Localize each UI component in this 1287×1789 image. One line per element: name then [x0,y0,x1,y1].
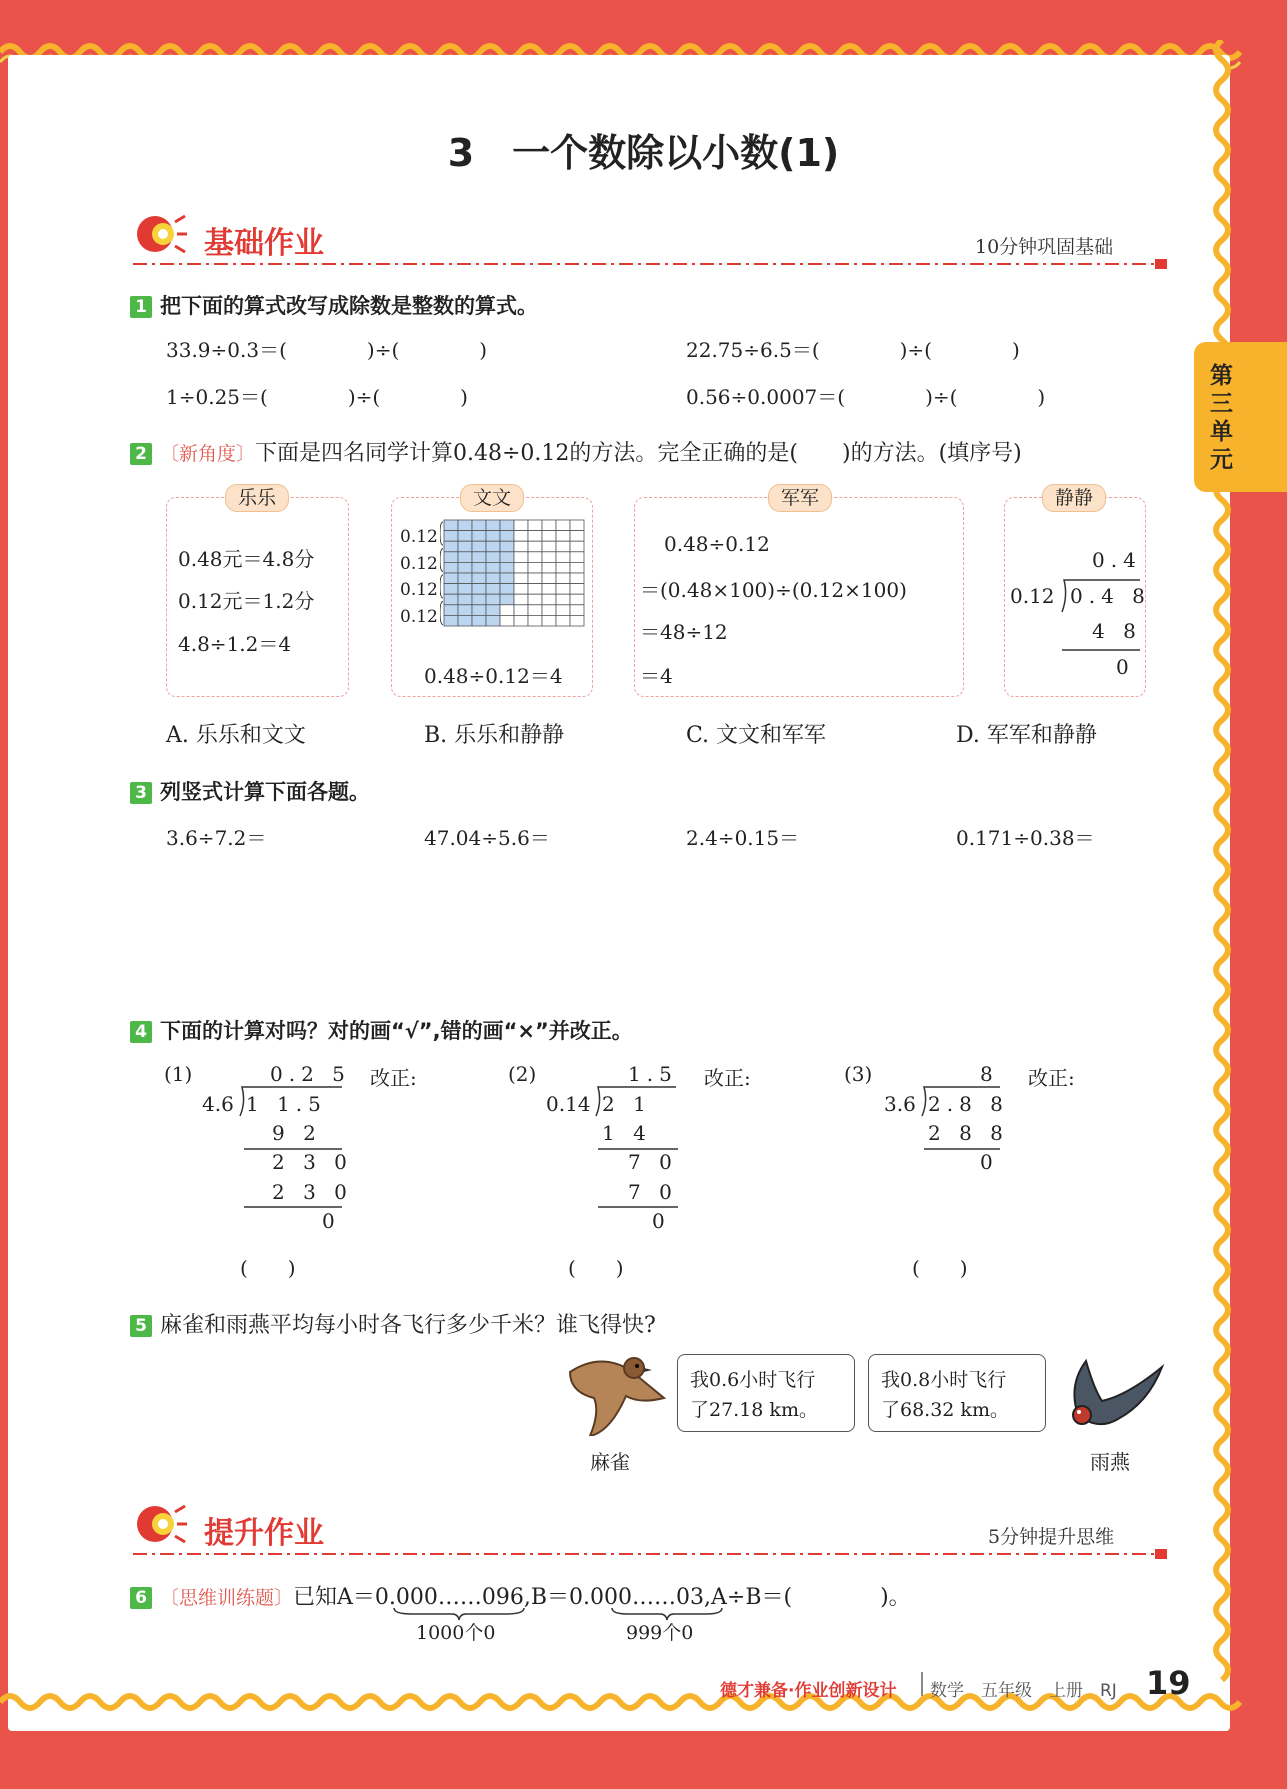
grid-cell [542,520,556,531]
jingjing-dividend: 0.4 8 [1070,584,1151,608]
grid-cell-shaded [500,584,514,595]
grid-cell [556,615,570,626]
grid-cell [556,520,570,531]
grid-cell-shaded [486,584,500,595]
q3-prompt: 3 列竖式计算下面各题。 [130,776,370,806]
q4-p1-label: (1) [164,1062,193,1086]
grid-cell [514,615,528,626]
grid-cell-shaded [444,573,458,584]
grid-cell [528,552,542,563]
footer-series: 德才兼备·作业创新设计 [720,1681,897,1701]
grid-cell [514,552,528,563]
grid-cell [570,605,584,616]
q2-option-c[interactable]: C. 文文和军军 [686,723,827,748]
q4-p2-fix: 改正: [704,1066,751,1090]
grid-cell-shaded [458,520,472,531]
section-divider [133,1546,1173,1562]
q5-prompt: 5 麻雀和雨燕平均每小时各飞行多少千米？谁飞得快? [130,1308,656,1339]
grid-cell [556,552,570,563]
q4-p2-answer[interactable]: ( ) [568,1256,624,1280]
group-brace [440,575,443,598]
jingjing-name: 静静 [1042,484,1106,512]
grid-cell [556,531,570,542]
grid-cell [528,584,542,595]
grid-cell-shaded [486,531,500,542]
sparrow-speech-bubble: 我0.6小时飞行 了27.18 km。 [677,1354,855,1432]
grid-cell [556,584,570,595]
q4-p3-label: (3) [844,1062,873,1086]
grid-cell [528,594,542,605]
grid-cell [514,541,528,552]
wenwen-result: 0.48÷0.12＝4 [424,664,563,688]
q4-p3-quotient: 8 [980,1062,993,1086]
q4-p3-row: 0 [980,1150,993,1174]
section-divider [133,256,1173,272]
q4-p1-row: 2 3 0 [272,1180,353,1204]
lele-line: 4.8÷1.2＝4 [178,632,292,656]
q1-item: 33.9÷0.3＝( )÷( ) [166,338,488,362]
q4-p1-dividend: 1 1.5 [246,1092,327,1116]
lele-name: 乐乐 [225,484,289,512]
grid-cell [528,520,542,531]
q6-number: 6 [130,1587,152,1609]
sparrow-name: 麻雀 [590,1450,630,1474]
grid-cell-shaded [444,531,458,542]
q4-p3-dividend: 2.8 8 [928,1092,1009,1116]
grid-cell [528,605,542,616]
grid-cell-shaded [486,562,500,573]
footer-subject: 数学 五年级 上册 RJ [930,1681,1117,1701]
hundred-grid [440,518,588,630]
junjun-line: ＝4 [640,664,673,688]
grid-cell-shaded [444,520,458,531]
grid-cell [514,584,528,595]
q4-p2-quotient: 1.5 [628,1062,678,1086]
q3-item: 3.6÷7.2＝ [166,826,267,850]
grid-cell-shaded [486,552,500,563]
grid-cell-shaded [472,552,486,563]
q2-option-d[interactable]: D. 军军和静静 [956,723,1097,748]
grid-cell-shaded [458,541,472,552]
q1-item: 1÷0.25＝( )÷( ) [166,385,468,409]
q4-p1-fix: 改正: [370,1066,417,1090]
swift-illustration [1058,1355,1170,1439]
q4-p3-row: 2 8 8 [928,1121,1009,1145]
section-note-advanced: 5分钟提升思维 [988,1526,1115,1548]
grid-cell [570,531,584,542]
grid-cell-shaded [444,594,458,605]
q4-p2-row: 0 [652,1209,665,1233]
q4-p2-row: 1 4 [602,1121,652,1145]
grid-cell [570,541,584,552]
q4-number: 4 [130,1021,152,1043]
q2-prompt: 2 〔新角度〕下面是四名同学计算0.48÷0.12的方法。完全正确的是( )的方法。(填序号) [130,436,1022,467]
q4-p2-dividend: 2 1 [602,1092,652,1116]
q5-number: 5 [130,1315,152,1337]
grid-cell-shaded [486,573,500,584]
grid-cell [570,615,584,626]
grid-cell-shaded [486,520,500,531]
grid-cell-shaded [500,520,514,531]
grid-cell [570,573,584,584]
section-note-basic: 10分钟巩固基础 [975,236,1114,258]
grid-cell [542,594,556,605]
bell-icon [133,210,189,258]
q1-number: 1 [130,296,152,318]
wenwen-name: 文文 [460,484,524,512]
q4-p2-divisor: 0.14 [546,1092,591,1116]
q4-p1-row: 9 2 [272,1121,322,1145]
q4-p2-label: (2) [508,1062,537,1086]
sparrow-illustration [560,1352,672,1436]
grid-cell-shaded [458,615,472,626]
brace-label-b: 999个0 [626,1622,694,1644]
q4-p1-row: 0 [322,1209,335,1233]
grid-cell [542,573,556,584]
q4-p3-fix: 改正: [1028,1066,1075,1090]
grid-cell-shaded [500,562,514,573]
group-brace [440,602,443,625]
division-rule [1062,648,1142,652]
grid-cell-shaded [444,541,458,552]
jingjing-quotient: 0.4 [1092,548,1142,572]
grid-cell-shaded [500,594,514,605]
grid-cell [570,552,584,563]
swift-speech-bubble: 我0.8小时飞行 了68.32 km。 [868,1354,1046,1432]
grid-cell-shaded [500,552,514,563]
jingjing-remainder: 0 [1116,655,1129,679]
q2-option-b[interactable]: B. 乐乐和静静 [424,723,565,748]
jingjing-product: 4 8 [1092,619,1142,643]
page-title: 3 一个数除以小数(1) [447,131,840,175]
grid-cell [528,541,542,552]
grid-cell [514,520,528,531]
grid-cell-shaded [444,605,458,616]
grid-cell [542,615,556,626]
lele-line: 0.12元＝1.2分 [178,589,315,613]
grid-cell-shaded [486,605,500,616]
grid-cell-shaded [444,584,458,595]
q4-p2-row: 7 0 [628,1150,678,1174]
q3-item: 2.4÷0.15＝ [686,826,800,850]
grid-cell [514,594,528,605]
grid-cell [570,520,584,531]
grid-cell-shaded [486,541,500,552]
q6-prompt: 6 〔思维训练题〕已知A＝0.000……096,B＝0.000……03,A÷B＝( )。 [130,1580,911,1611]
grid-cell-shaded [500,531,514,542]
grid-cell-shaded [472,520,486,531]
grid-cell-shaded [486,594,500,605]
junjun-name: 军军 [768,484,832,512]
grid-cell-shaded [500,541,514,552]
grid-cell [500,605,514,616]
grid-cell-shaded [486,615,500,626]
q2-number: 2 [130,443,152,465]
section-title-basic: 基础作业 [204,226,324,261]
grid-cell-shaded [472,594,486,605]
q3-item: 0.171÷0.38＝ [956,826,1095,850]
grid-cell-shaded [472,562,486,573]
grid-cell [556,605,570,616]
grid-cell [570,562,584,573]
grid-cell [514,573,528,584]
grid-cell [570,584,584,595]
grid-cell [542,541,556,552]
q3-item: 47.04÷5.6＝ [424,826,550,850]
grid-cell [542,584,556,595]
grid-cell-shaded [472,573,486,584]
grid-cell-shaded [458,584,472,595]
grid-cell [542,552,556,563]
grid-cell-shaded [444,552,458,563]
grid-cell [514,605,528,616]
group-brace [440,549,443,572]
grid-cell [556,594,570,605]
lele-line: 0.48元＝4.8分 [178,547,315,571]
grid-cell-shaded [472,615,486,626]
q4-p1-quotient: 0.2 5 [270,1062,351,1086]
division-bracket [1058,576,1142,616]
grid-cell-shaded [458,573,472,584]
q3-number: 3 [130,782,152,804]
grid-cell-shaded [472,605,486,616]
grid-cell-shaded [472,584,486,595]
grid-cell [542,562,556,573]
q1-item: 0.56÷0.0007＝( )÷( ) [686,385,1046,409]
grid-cell [556,541,570,552]
grid-cell-shaded [500,573,514,584]
q4-p3-divisor: 3.6 [884,1092,916,1116]
wenwen-labels: 0.12 0.12 0.12 0.12 [400,527,438,627]
section-title-advanced: 提升作业 [204,1516,324,1551]
q4-p1-divisor: 4.6 [202,1092,234,1116]
jingjing-divisor: 0.12 [1010,584,1055,608]
unit-tab: 第三单元 [1194,342,1287,492]
grid-cell-shaded [458,594,472,605]
right-wave-border [1210,40,1240,1740]
grid-cell-shaded [444,562,458,573]
q1-item: 22.75÷6.5＝( )÷( ) [686,338,1020,362]
junjun-line: ＝48÷12 [640,620,728,644]
grid-cell-shaded [458,562,472,573]
q4-p3-answer[interactable]: ( ) [912,1256,968,1280]
q1-prompt: 1 把下面的算式改写成除数是整数的算式。 [130,290,538,320]
junjun-line: 0.48÷0.12 [664,532,770,556]
grid-cell [556,573,570,584]
q4-p1-answer[interactable]: ( ) [240,1256,296,1280]
brace-label-a: 1000个0 [416,1622,496,1644]
bell-icon [133,1500,189,1548]
junjun-line: ＝(0.48×100)÷(0.12×100) [640,578,907,602]
grid-cell-shaded [444,615,458,626]
grid-cell [514,531,528,542]
grid-cell [528,531,542,542]
grid-cell-shaded [458,552,472,563]
grid-cell-shaded [458,531,472,542]
grid-cell [542,605,556,616]
page-number: 19 [1146,1664,1191,1702]
grid-cell [528,562,542,573]
swift-name: 雨燕 [1090,1450,1130,1474]
grid-cell-shaded [472,541,486,552]
grid-cell [528,615,542,626]
grid-cell [528,573,542,584]
grid-cell [542,531,556,542]
q4-p2-row: 7 0 [628,1180,678,1204]
q2-option-a[interactable]: A. 乐乐和文文 [166,723,306,748]
q4-p1-row: 2 3 0 [272,1150,353,1174]
division-rule [598,1205,680,1209]
footer-divider [921,1672,923,1696]
grid-cell [556,562,570,573]
q4-prompt: 4 下面的计算对吗？对的画“√”,错的画“×”并改正。 [130,1015,633,1045]
grid-cell-shaded [472,531,486,542]
grid-cell [500,615,514,626]
grid-cell [570,594,584,605]
group-brace [440,522,443,545]
grid-cell [514,562,528,573]
grid-cell-shaded [458,605,472,616]
